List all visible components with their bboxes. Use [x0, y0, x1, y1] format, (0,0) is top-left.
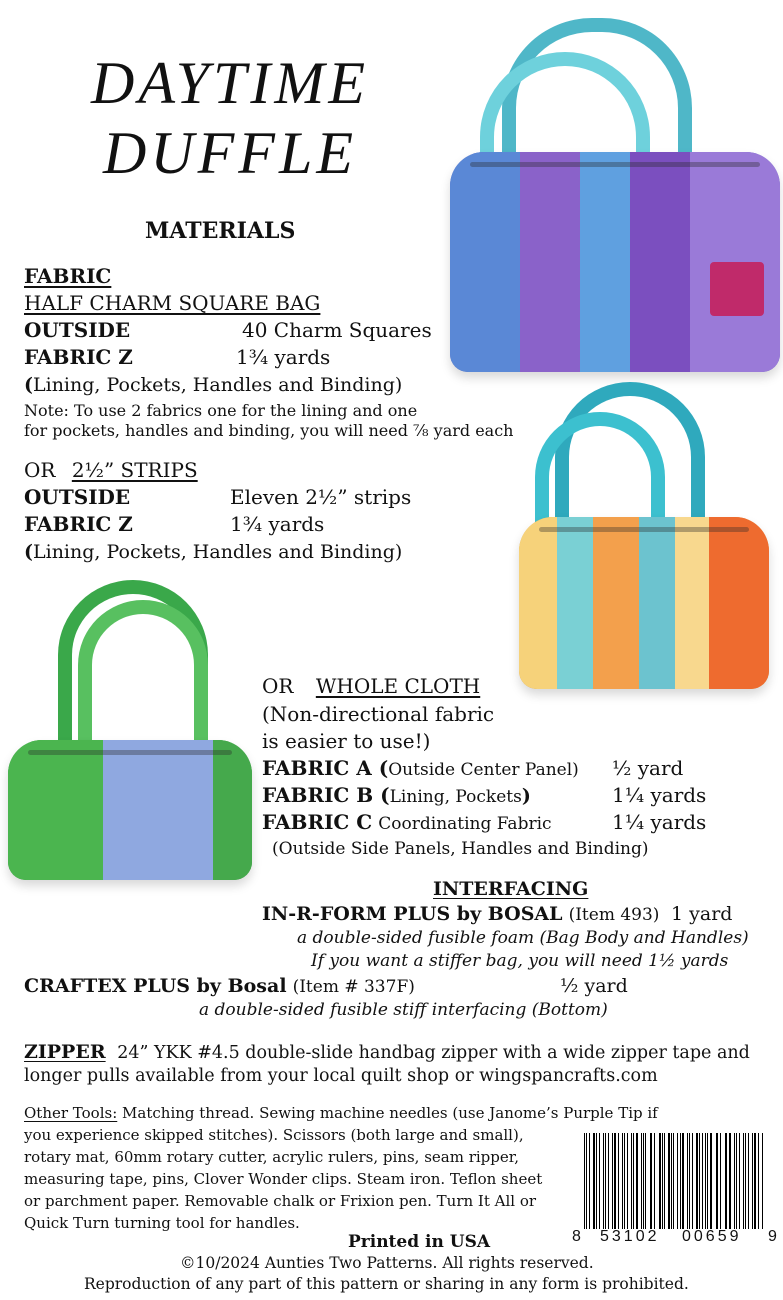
zipper-line-1: 24” YKK #4.5 double-slide handbag zipper with a wide zipper tape and: [117, 1043, 750, 1063]
reproduction-notice: Reproduction of any part of this pattern or sharing in any form is prohibited.: [84, 1275, 689, 1293]
fabric-note-line-2: for pockets, handles and binding, you will need ⅞ yard each: [24, 421, 514, 440]
other-tools-line-3: rotary mat, 60mm rotary cutter, acrylic rulers, pins, seam ripper,: [24, 1148, 520, 1166]
fabric-c-row: [262, 809, 552, 837]
barcode-bar: [754, 1133, 756, 1229]
zipper-row-1: [24, 1040, 750, 1065]
fabric-z2-label: FABRIC Z: [24, 512, 133, 536]
barcode-bar: [717, 1133, 718, 1229]
barcode-digits-group-1: 53102: [600, 1228, 660, 1245]
whole-cloth-heading-row: [262, 673, 480, 700]
barcode-bar: [608, 1133, 609, 1229]
other-tools-line-1: Matching thread. Sewing machine needles (use Janome’s Purple Tip if: [122, 1104, 658, 1122]
interfacing-heading: INTERFACING: [433, 878, 589, 900]
bag2-body: [519, 517, 769, 689]
other-tools-line-4: measuring tape, pins, Clover Wonder clips. Steam iron. Teflon sheet: [24, 1170, 543, 1188]
bag1-body: [450, 152, 780, 372]
barcode-bar: [702, 1133, 703, 1229]
barcode-bar: [593, 1133, 595, 1229]
barcode-digit-left: 8: [572, 1228, 581, 1245]
barcode-bar: [696, 1133, 697, 1229]
barcode-bar: [734, 1133, 735, 1229]
barcode-bar: [612, 1133, 613, 1229]
half-charm-heading: HALF CHARM SQUARE BAG: [24, 291, 321, 315]
barcode-bar: [677, 1133, 678, 1229]
pattern-title: [60, 48, 400, 188]
barcode-bar: [596, 1133, 597, 1229]
fabric-c-desc: Coordinating Fabric: [378, 814, 552, 834]
outside-value: 40 Charm Squares: [242, 318, 432, 342]
item1-name: IN-R-FORM PLUS by BOSAL: [262, 903, 563, 925]
fabric-b-label: FABRIC B (: [262, 783, 390, 807]
barcode-bar: [739, 1133, 740, 1229]
item1-value: 1 yard: [671, 903, 733, 925]
other-tools-line-5: or parchment paper. Removable chalk or Frixion pen. Turn It All or: [24, 1192, 537, 1210]
barcode-bar: [748, 1133, 749, 1229]
barcode-bar: [726, 1133, 727, 1229]
fabric-z-value: 1¾ yards: [236, 345, 331, 369]
item2-value: ½ yard: [560, 975, 628, 997]
item2-code: (Item # 337F): [292, 977, 415, 997]
title-line-1: DAYTIME: [90, 50, 370, 116]
barcode-digits-group-2: 00659: [682, 1228, 742, 1245]
strips-heading-row: [24, 457, 198, 484]
fabric-a-label: FABRIC A (: [262, 756, 389, 780]
fabric-note-line-1: Note: To use 2 fabrics one for the lining and one: [24, 401, 418, 420]
fabric-z2-value: 1¾ yards: [230, 512, 325, 536]
copyright: ©10/2024 Aunties Two Patterns. All rights reserved.: [180, 1254, 594, 1272]
fabric-a-desc: Outside Center Panel): [388, 760, 579, 780]
barcode-bar: [618, 1133, 619, 1229]
barcode-bar: [716, 1133, 717, 1229]
fabric-b-desc: Lining, Pockets: [389, 787, 522, 807]
bag-photo-strips: [515, 382, 777, 692]
fabric-z2-note-open: (: [24, 541, 33, 563]
fabric-c-value: 1¼ yards: [612, 810, 707, 834]
barcode-bar: [687, 1133, 688, 1229]
barcode-bar: [710, 1133, 712, 1229]
barcode-bar: [643, 1133, 644, 1229]
other-tools-label: Other Tools:: [24, 1104, 118, 1122]
barcode-bar: [682, 1133, 684, 1229]
barcode-bar: [699, 1133, 700, 1229]
barcode-bar: [645, 1133, 646, 1229]
barcode-bar: [605, 1133, 606, 1229]
barcode-bar: [659, 1133, 661, 1229]
barcode-bar: [664, 1133, 665, 1229]
title-line-2: DUFFLE: [103, 120, 357, 186]
barcode-bar: [671, 1133, 672, 1229]
interfacing-item-1: [262, 901, 659, 928]
interfacing-item-2: [24, 973, 415, 1000]
barcode-bar: [705, 1133, 706, 1229]
fabric-b-close: ): [521, 785, 531, 807]
barcode-bar: [736, 1133, 737, 1229]
other-tools-row-1: [24, 1102, 658, 1124]
other-tools-line-6: Quick Turn turning tool for handles.: [24, 1214, 300, 1232]
whole-cloth-note-2: is easier to use!): [262, 729, 431, 753]
outside2-value: Eleven 2½” strips: [230, 485, 412, 509]
item2-name: CRAFTEX PLUS by Bosal: [24, 975, 287, 997]
whole-cloth-or: OR: [262, 674, 294, 698]
fabric-z-note-open: (: [24, 374, 33, 396]
printed-in-usa: Printed in USA: [348, 1232, 491, 1252]
strips-heading: 2½” STRIPS: [71, 458, 198, 482]
barcode-bar: [589, 1133, 590, 1229]
barcode-bar: [654, 1133, 655, 1229]
barcode-bar: [650, 1133, 651, 1229]
materials-heading: MATERIALS: [145, 218, 296, 244]
fabric-b-row: [262, 782, 531, 810]
zipper-line-2: longer pulls available from your local quilt shop or wingspancrafts.com: [24, 1066, 658, 1086]
barcode-bar: [680, 1133, 681, 1229]
barcode-bar: [745, 1133, 746, 1229]
barcode-bar: [752, 1133, 753, 1229]
bag-photo-whole-cloth: [8, 580, 256, 880]
outside-label: OUTSIDE: [24, 318, 131, 342]
barcode-bar: [743, 1133, 744, 1229]
barcode-bar: [762, 1133, 763, 1229]
fabric-z-note-text: Lining, Pockets, Handles and Binding): [33, 374, 403, 396]
fabric-a-row: [262, 755, 579, 783]
barcode-bar: [651, 1133, 652, 1229]
barcode-bar: [631, 1133, 632, 1229]
item1-code: (Item 493): [568, 905, 660, 925]
barcode-bar: [641, 1133, 642, 1229]
fabric-z-label: FABRIC Z: [24, 345, 133, 369]
fabric-a-value: ½ yard: [612, 756, 684, 780]
barcode-bar: [725, 1133, 726, 1229]
strips-or: OR: [24, 458, 56, 482]
fabric-z2-note-text: Lining, Pockets, Handles and Binding): [33, 541, 403, 563]
fabric-b-value: 1¼ yards: [612, 783, 707, 807]
outside2-label: OUTSIDE: [24, 485, 131, 509]
barcode-bar: [689, 1133, 690, 1229]
barcode-bar: [624, 1133, 625, 1229]
barcode-bar: [603, 1133, 604, 1229]
barcode-bar: [636, 1133, 638, 1229]
barcode-bar: [673, 1133, 674, 1229]
barcode-bar: [692, 1133, 693, 1229]
other-tools-line-2: you experience skipped stitches). Scissors (both large and small),: [24, 1126, 524, 1144]
item1-desc: a double-sided fusible foam (Bag Body and Handles): [297, 928, 749, 948]
barcode-bar: [627, 1133, 628, 1229]
barcode-bar: [633, 1133, 634, 1229]
item1-note: If you want a stiffer bag, you will need 1½ yards: [311, 951, 729, 971]
whole-cloth-note-1: (Non-directional fabric: [262, 702, 495, 726]
barcode-bar: [599, 1133, 600, 1229]
barcode: [584, 1133, 764, 1229]
fabric-z-note: [24, 372, 402, 398]
fabric-z2-note: [24, 539, 402, 565]
barcode-bar: [622, 1133, 623, 1229]
barcode-digit-right: 9: [768, 1228, 777, 1245]
barcode-bar: [729, 1133, 731, 1229]
fabric-c-label: FABRIC C: [262, 810, 373, 834]
zipper-label: ZIPPER: [24, 1041, 106, 1063]
item2-desc: a double-sided fusible stiff interfacing (Bottom): [199, 1000, 608, 1020]
bag-photo-half-charm: [440, 12, 780, 372]
barcode-bar: [614, 1133, 616, 1229]
barcode-bar: [707, 1133, 708, 1229]
fabric-c-note: (Outside Side Panels, Handles and Binding): [272, 839, 649, 859]
barcode-bar: [662, 1133, 663, 1229]
bag3-body: [8, 740, 252, 880]
whole-cloth-heading: WHOLE CLOTH: [315, 674, 481, 698]
barcode-bar: [720, 1133, 721, 1229]
barcode-bar: [586, 1133, 587, 1229]
barcode-bar: [584, 1133, 585, 1229]
barcode-bar: [758, 1133, 759, 1229]
barcode-bar: [668, 1133, 669, 1229]
fabric-heading: FABRIC: [24, 264, 112, 288]
